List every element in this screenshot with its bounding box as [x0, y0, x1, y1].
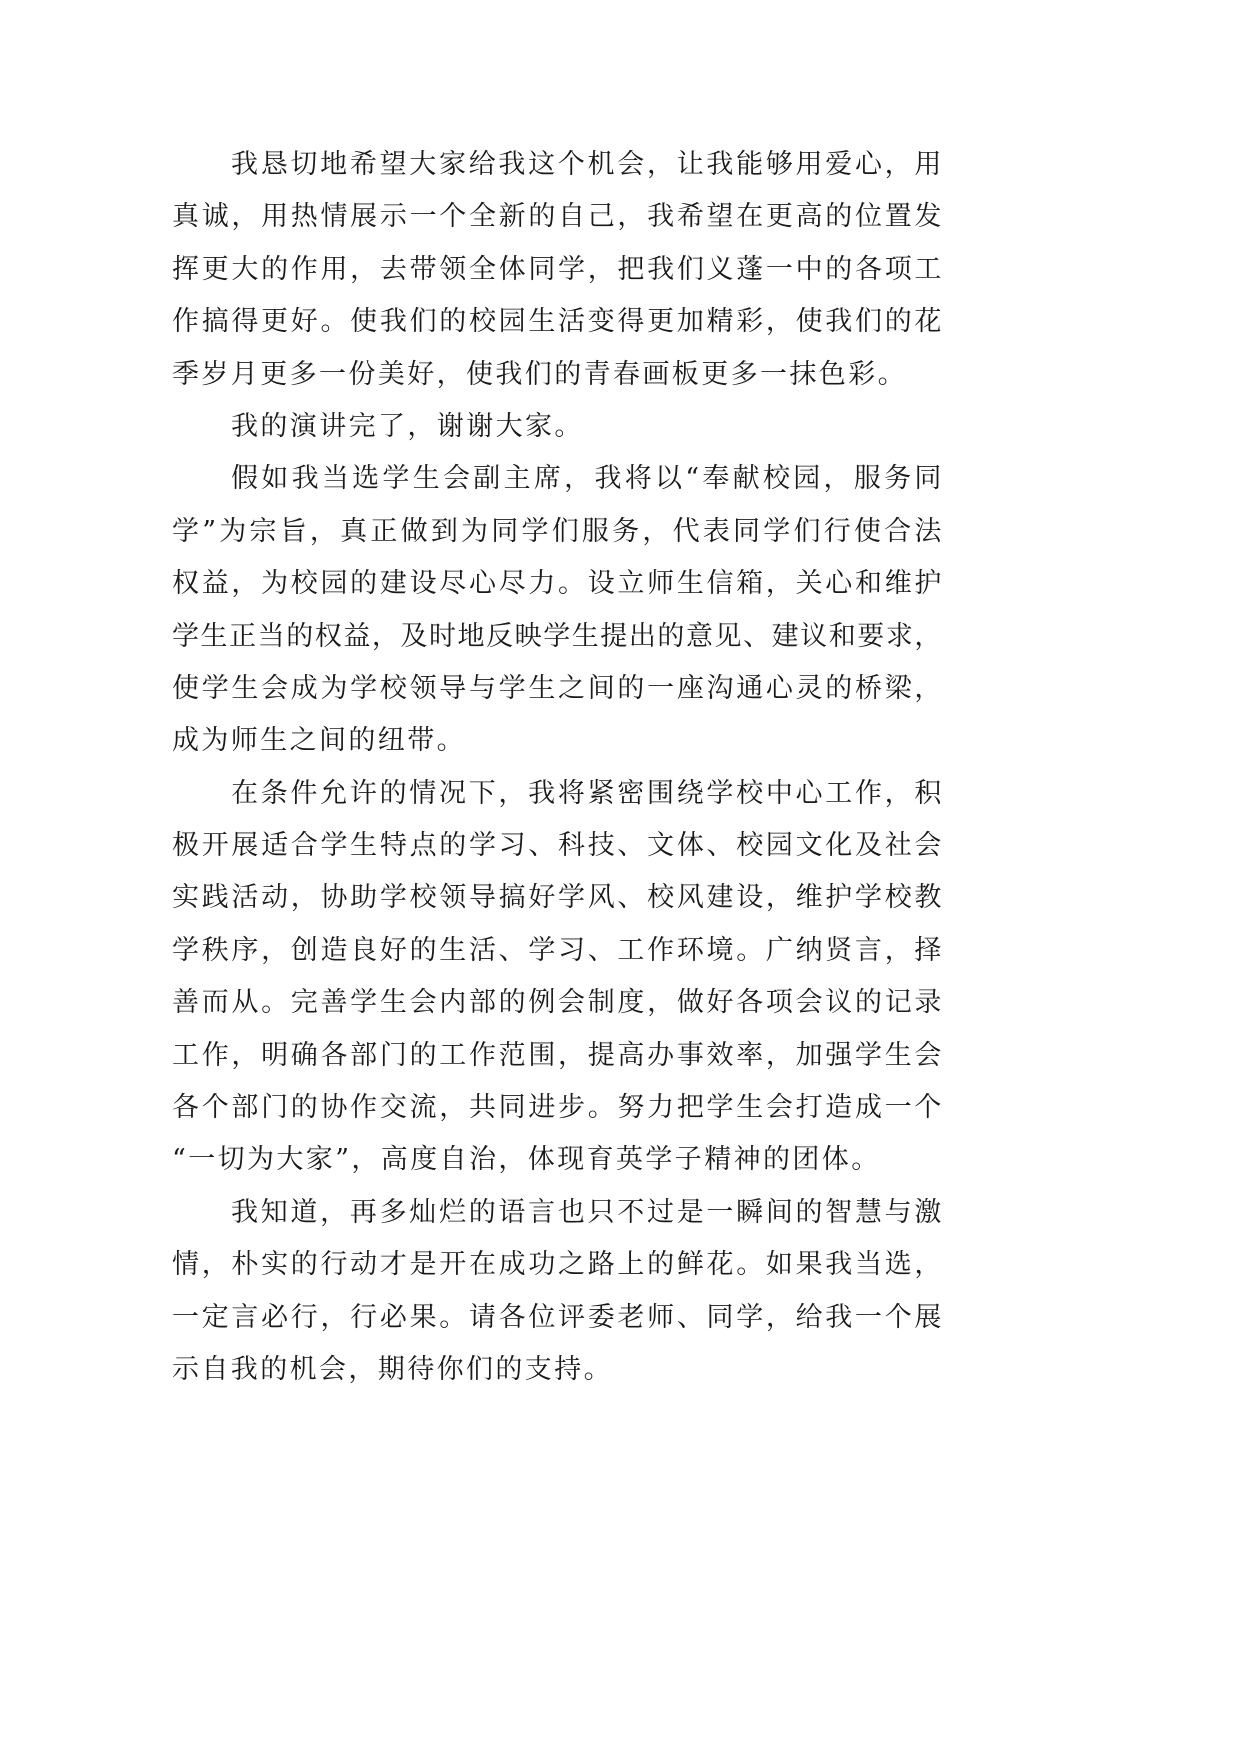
text-line: 各个部门的协作交流，共同进步。努力把学生会打造成一个: [172, 1092, 942, 1124]
text-line: 情，朴实的行动才是开在成功之路上的鲜花。如果我当选，: [172, 1249, 942, 1281]
text-line: 实践活动，协助学校领导搞好学风、校风建设，维护学校教: [172, 882, 942, 914]
text-line: 假如我当选学生会副主席，我将以“奉献校园，服务同: [231, 463, 942, 495]
text-line: 极开展适合学生特点的学习、科技、文体、校园文化及社会: [172, 830, 942, 862]
text-line: 善而从。完善学生会内部的例会制度，做好各项会议的记录: [172, 987, 942, 1019]
text-line: 我的演讲完了，谢谢大家。: [231, 410, 584, 442]
text-line: 季岁月更多一份美好，使我们的青春画板更多一抹色彩。: [172, 358, 907, 390]
paragraph: [172, 768, 942, 1187]
text-line: 工作，明确各部门的工作范围，提高办事效率，加强学生会: [172, 1039, 942, 1071]
text-line: 示自我的机会，期待你们的支持。: [172, 1353, 613, 1385]
paragraph: [172, 1187, 942, 1397]
text-line: 作搞得更好。使我们的校园生活变得更加精彩，使我们的花: [172, 306, 942, 338]
text-line: 学秩序，创造良好的生活、学习、工作环境。广纳贤言，择: [172, 934, 942, 966]
text-line: 在条件允许的情况下，我将紧密围绕学校中心工作，积: [231, 777, 942, 809]
text-line: 学”为宗旨，真正做到为同学们服务，代表同学们行使合法: [172, 515, 942, 547]
text-line: 成为师生之间的纽带。: [172, 725, 466, 757]
body-text: [172, 139, 942, 1396]
paragraph: [172, 139, 942, 401]
text-line: 挥更大的作用，去带领全体同学，把我们义蓬一中的各项工: [172, 253, 942, 285]
paragraph: [172, 453, 942, 767]
text-line: 一定言必行，行必果。请各位评委老师、同学，给我一个展: [172, 1301, 942, 1333]
text-line: “一切为大家”，高度自治，体现育英学子精神的团体。: [172, 1144, 881, 1176]
text-line: 真诚，用热情展示一个全新的自己，我希望在更高的位置发: [172, 201, 942, 233]
paragraph: [172, 401, 942, 453]
text-line: 学生正当的权益，及时地反映学生提出的意见、建议和要求，: [172, 620, 942, 652]
text-line: 我恳切地希望大家给我这个机会，让我能够用爱心，用: [231, 149, 942, 180]
text-line: 我知道，再多灿烂的语言也只不过是一瞬间的智慧与激: [231, 1196, 942, 1228]
text-line: 权益，为校园的建设尽心尽力。设立师生信箱，关心和维护: [172, 568, 942, 600]
text-line: 使学生会成为学校领导与学生之间的一座沟通心灵的桥梁，: [172, 672, 942, 704]
